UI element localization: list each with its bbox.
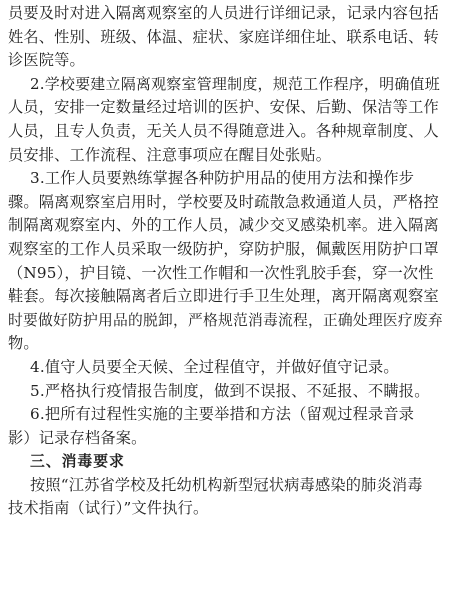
text-line: 观察室的工作人员采取一级防护，穿防护服，佩戴医用防护口罩 bbox=[8, 239, 439, 258]
text-line: 姓名、性别、班级、体温、症状、家庭详细住址、联系电话、转 bbox=[8, 27, 439, 46]
text-line: 5.严格执行疫情报告制度，做到不误报、不延报、不瞒报。 bbox=[30, 381, 430, 400]
text-line: 3.工作人员要熟练掌握各种防护用品的使用方法和操作步 bbox=[30, 169, 415, 188]
text-line: 诊医院等。 bbox=[8, 51, 85, 70]
text-line: 制隔离观察室内、外的工作人员，减少交叉感染机率。进入隔离 bbox=[8, 216, 439, 235]
text-line: （N95），护目镜、一次性工作帽和一次性乳胶手套，穿一次性 bbox=[8, 263, 434, 282]
text-line: 物。 bbox=[8, 334, 39, 353]
text-line: 人员，且专人负责，无关人员不得随意进入。各种规章制度、人 bbox=[8, 121, 439, 140]
text-line: 影）记录存档备案。 bbox=[8, 428, 147, 447]
text-line: 骤。隔离观察室启用时，学校要及时疏散急救通道人员，严格控 bbox=[8, 192, 439, 211]
text-line: 按照“江苏省学校及托幼机构新型冠状病毒感染的肺炎消毒 bbox=[30, 475, 423, 494]
text-line: 4.值守人员要全天候、全过程值守，并做好值守记录。 bbox=[30, 357, 399, 376]
text-line: 时要做好防护用品的脱卸，严格规范消毒流程，正确处理医疗废弃 bbox=[8, 311, 443, 329]
text-line: 人员，安排一定数量经过培训的医护、安保、后勤、保洁等工作 bbox=[8, 98, 439, 117]
text-line: 员要及时对进入隔离观察室的人员进行详细记录，记录内容包括 bbox=[8, 4, 439, 22]
text-line: 技术指南（试行）”文件执行。 bbox=[8, 499, 209, 518]
text-line: 员安排、工作流程、注意事项应在醒目处张贴。 bbox=[8, 145, 332, 164]
text-line: 2.学校要建立隔离观察室管理制度，规范工作程序，明确值班 bbox=[30, 74, 440, 93]
text-line: 6.把所有过程性实施的主要举措和方法（留观过程录音录 bbox=[30, 405, 415, 424]
text-line: 鞋套。每次接触隔离者后立即进行手卫生处理，离开隔离观察室 bbox=[8, 287, 439, 306]
section-heading: 三、消毒要求 bbox=[30, 453, 125, 471]
